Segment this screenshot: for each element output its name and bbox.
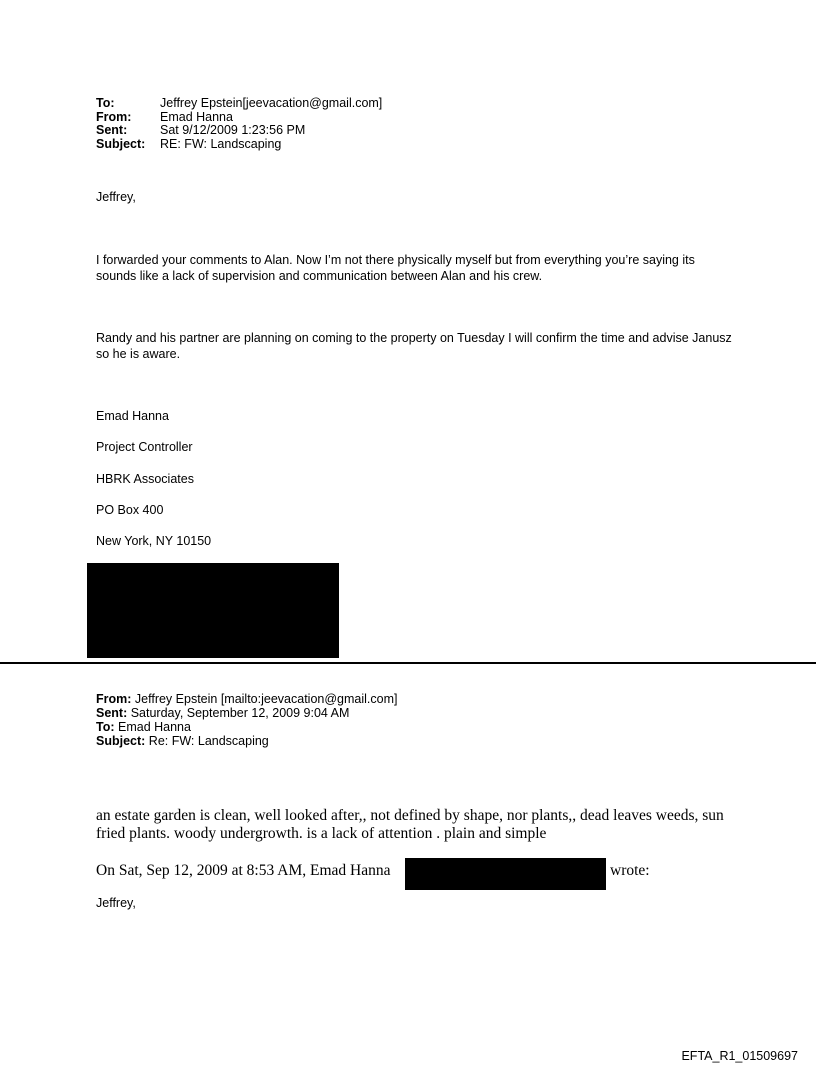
quoted-subject-label: Subject:	[96, 734, 146, 748]
quoted-from-value: Jeffrey Epstein [mailto:jeevacation@gmail.com]	[131, 692, 398, 706]
quoted-email-header	[96, 692, 397, 748]
quoted-subject-value: Re: FW: Landscaping	[145, 734, 269, 748]
quote-wrote: wrote:	[610, 862, 650, 879]
quoted-from-label: From:	[96, 692, 132, 706]
quoted-to-row	[96, 720, 397, 734]
body-paragraph-1: I forwarded your comments to Alan. Now I’m not there physically myself but from everything you’re saying its sounds like a lack of supervision and communication between Alan and his crew.	[96, 253, 695, 283]
quoted-to-value: Emad Hanna	[114, 720, 191, 734]
redaction-block	[87, 563, 339, 658]
redaction-block-email	[405, 858, 606, 890]
header-from-row	[96, 111, 382, 125]
quote-intro: On Sat, Sep 12, 2009 at 8:53 AM, Emad Hanna	[96, 862, 391, 879]
from-value: Emad Hanna	[160, 109, 233, 124]
header-subject-row	[96, 138, 382, 152]
signature-city: New York, NY 10150	[96, 534, 212, 548]
header-to-row	[96, 97, 382, 111]
document-id: EFTA_R1_01509697	[681, 1049, 798, 1063]
signature-title: Project Controller	[96, 440, 193, 454]
quoted-sent-value: Saturday, September 12, 2009 9:04 AM	[127, 706, 350, 720]
greeting: Jeffrey,	[96, 190, 136, 204]
header-sent-row	[96, 124, 382, 138]
quoted-greeting: Jeffrey,	[96, 896, 136, 910]
signature-company: HBRK Associates	[96, 472, 194, 486]
sent-value: Sat 9/12/2009 1:23:56 PM	[160, 123, 306, 137]
sent-label: Sent:	[96, 123, 128, 137]
to-value: Jeffrey Epstein[jeevacation@gmail.com]	[160, 96, 383, 110]
body-paragraph-2: Randy and his partner are planning on coming to the property on Tuesday I will confirm the time and advise Janusz so he is aware.	[96, 331, 732, 361]
signature-name: Emad Hanna	[96, 409, 169, 423]
divider	[0, 662, 816, 664]
email-header	[96, 97, 382, 151]
quoted-body: an estate garden is clean, well looked after,, not defined by shape, nor plants,, dead leaves weeds, sun fried plants. woody undergrowth. is a lack of attention . plain and simple	[96, 807, 724, 842]
subject-value: RE: FW: Landscaping	[160, 136, 282, 151]
quoted-to-label: To:	[96, 720, 115, 734]
quoted-sent-row	[96, 706, 397, 720]
to-label: To:	[96, 96, 115, 110]
signature-po-box: PO Box 400	[96, 503, 164, 517]
quoted-from-row	[96, 692, 397, 706]
from-label: From:	[96, 109, 132, 124]
quoted-subject-row	[96, 734, 397, 748]
subject-label: Subject:	[96, 136, 146, 151]
quoted-sent-label: Sent:	[96, 706, 128, 720]
